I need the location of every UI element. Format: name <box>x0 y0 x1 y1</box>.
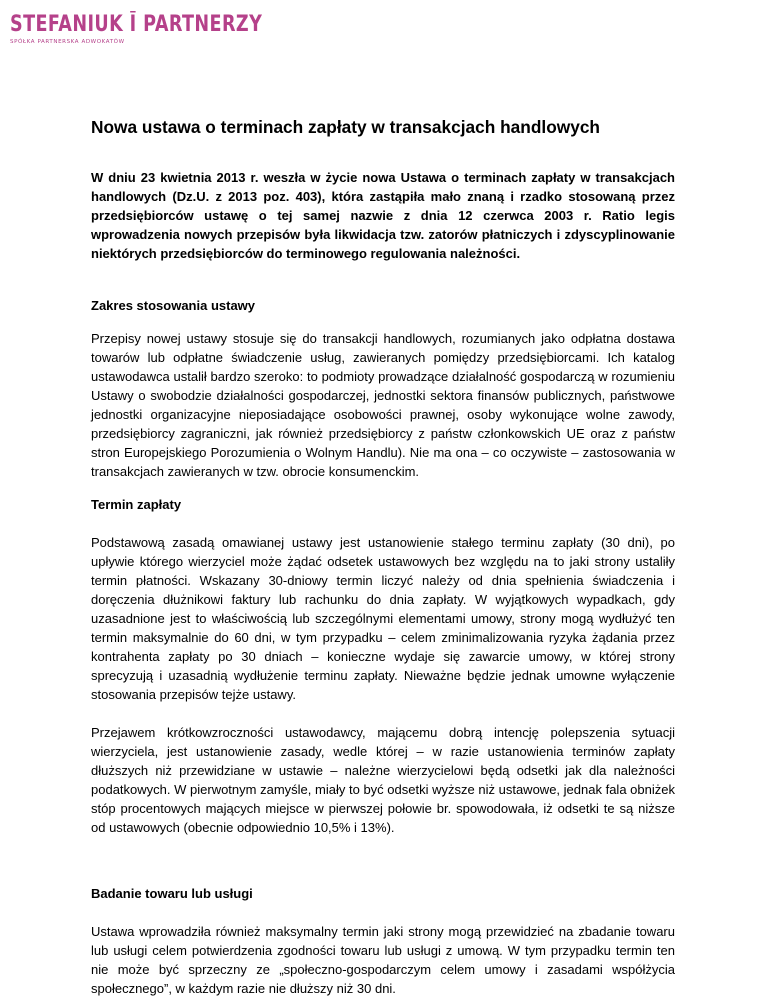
company-logo <box>10 12 263 52</box>
document-body <box>91 116 675 998</box>
paragraph-inspection: Ustawa wprowadziła również maksymalny termin jaki strony mogą przewidzieć na zbadanie towaru lub usługi celem potwierdzenia zgodności towaru lub usługi z umową. W tym przypadku termin ten nie może być sprzeczny ze „społeczno-gospodarczym celem umowy i zasadami współżycia społecznego”, w każdym razie nie dłuższy niż 30 dni. <box>91 924 675 996</box>
section-heading-scope: Zakres stosowania ustawy <box>91 298 256 313</box>
section-heading-inspection: Badanie towaru lub usługi <box>91 886 253 901</box>
logo-name: STEFANIUK Ī PARTNERZY <box>10 12 263 37</box>
document-title: Nowa ustawa o terminach zapłaty w transakcjach handlowych <box>91 117 600 137</box>
paragraph-scope: Przepisy nowej ustawy stosuje się do transakcji handlowych, rozumianych jako odpłatna dostawa towarów lub odpłatne świadczenie usług, zawieranych pomiędzy przedsiębiorcami. Ich katalog ustawodawca ustalił bardzo szeroko: to podmioty prowadzące działalność gospodarczą w rozumieniu Ustawy o swobodzie działalności gospodarczej, jednostki sektora finansów publicznych, państwowe jednostki organizacyjne nieposiadające osobowości prawnej, osoby wykonujące wolne zawody, przedsiębiorcy zagraniczni, jak również przedsiębiorcy z państw członkowskich UE oraz z państw stron Europejskiego Porozumienia o Wolnym Handlu). Nie ma ona – co oczywiste – zastosowania w transakcjach zawieranych w tzw. obrocie konsumenckim. <box>91 331 675 479</box>
section-heading-payment-term: Termin zapłaty <box>91 497 182 512</box>
paragraph-payment-term-1: Podstawową zasadą omawianej ustawy jest ustanowienie stałego terminu zapłaty (30 dni), po upływie którego wierzyciel może żądać odsetek ustawowych bez względu na to jaki strony ustaliły termin płatności. Wskazany 30-dniowy termin liczyć należy od dnia spełnienia świadczenia i doręczenia dłużnikowi faktury lub rachunku do dnia zapłaty. W wyjątkowych wypadkach, gdy uzasadnione jest to właściwością lub szczególnymi elementami umowy, strony mogą wydłużyć ten termin maksymalnie do 60 dni, w tym przypadku – celem zminimalizowania ryzyka żądania przez kontrahenta zapłaty po 30 dniach – konieczne wydaje się zawarcie umowy, w której strony sprecyzują i uzasadnią wydłużenie terminu zapłaty. Nieważne będzie jednak umowne wyłączenie stosowania przepisów tejże ustawy. <box>91 535 675 702</box>
lead-paragraph: W dniu 23 kwietnia 2013 r. weszła w życie nowa Ustawa o terminach zapłaty w transakcjach handlowych (Dz.U. z 2013 poz. 403), która zastąpiła mało znaną i rzadko stosowaną przez przedsiębiorców ustawę o tej samej nazwie z dnia 12 czerwca 2003 r. Ratio legis wprowadzenia nowych przepisów była likwidacja tzw. zatorów płatniczych i zdyscyplinowanie niektórych przedsiębiorców do terminowego regulowania należności. <box>91 170 675 261</box>
logo-subtitle: SPÓŁKA PARTNERSKA ADWOKATÓW <box>10 39 125 45</box>
paragraph-payment-term-2: Przejawem krótkowzroczności ustawodawcy, mającemu dobrą intencję polepszenia sytuacji wierzyciela, jest ustanowienie zasady, wedle której – w razie ustanowienia terminów zapłaty dłuższych niż przewidziane w ustawie – należne wierzycielowi będą odsetki jak dla należności podatkowych. W pierwotnym zamyśle, miały to być odsetki wyższe niż ustawowe, jednak fala obniżek stóp procentowych mających miejsce w pierwszej połowie br. spowodowała, iż odsetki te są niższe od ustawowych (obecnie odpowiednio 10,5% i 13%). <box>91 725 675 835</box>
